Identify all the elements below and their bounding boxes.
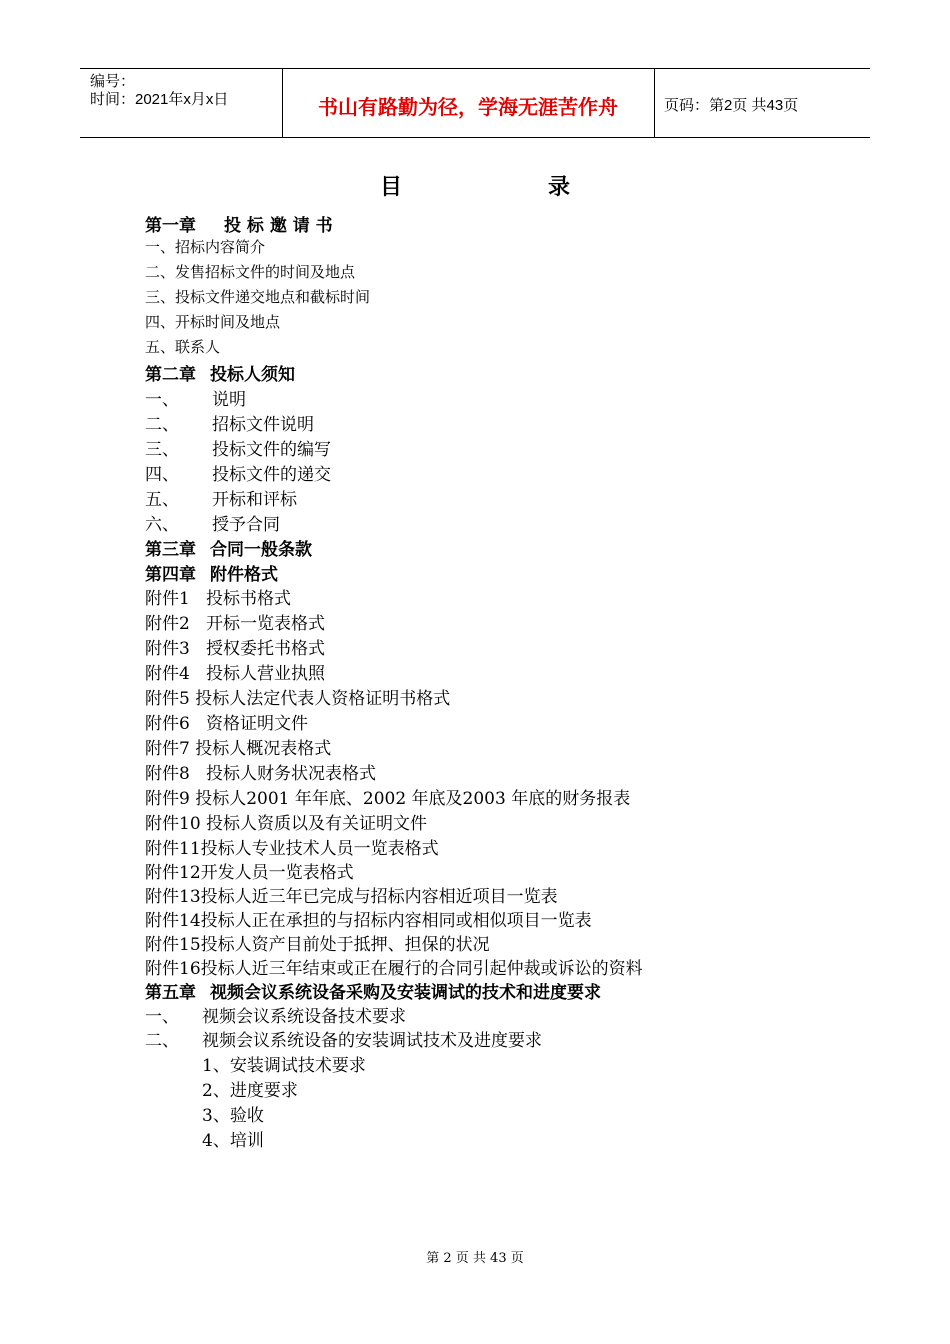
toc-item-text: 视频会议系统设备技术要求 bbox=[202, 1007, 406, 1027]
attachment-item: 附件3 授权委托书格式 bbox=[145, 639, 326, 659]
page-footer: 第 2 页 共 43 页 bbox=[426, 1251, 524, 1266]
attachment-item: 附件5 投标人法定代表人资格证明书格式 bbox=[145, 689, 451, 709]
attachment-item: 附件10 投标人资质以及有关证明文件 bbox=[145, 814, 428, 834]
toc-item-number: 一、 bbox=[145, 1007, 179, 1027]
chapter-1-heading bbox=[145, 211, 333, 236]
header-page-number: 页码：第2页 共43页 bbox=[664, 97, 799, 114]
toc-item-text: 投标文件的递交 bbox=[212, 465, 331, 485]
attachment-item: 附件16投标人近三年结束或正在履行的合同引起仲裁或诉讼的资料 bbox=[145, 959, 643, 979]
chapter-3-title: 合同一般条款 bbox=[210, 540, 312, 560]
toc-item bbox=[145, 460, 331, 485]
toc-item-text: 授予合同 bbox=[212, 515, 280, 535]
toc-subitem: 3、验收 bbox=[202, 1106, 264, 1126]
attachment-item: 附件13投标人近三年已完成与招标内容相近项目一览表 bbox=[145, 887, 558, 907]
chapter-3-number: 第三章 bbox=[145, 540, 196, 560]
page-header bbox=[80, 68, 870, 138]
attachment-item: 附件11投标人专业技术人员一览表格式 bbox=[145, 839, 439, 859]
attachment-item: 附件6 资格证明文件 bbox=[145, 714, 309, 734]
toc-item bbox=[145, 435, 331, 460]
toc-item-text: 说明 bbox=[212, 390, 246, 410]
toc-item bbox=[145, 410, 314, 435]
toc-item-number: 三、 bbox=[145, 440, 179, 460]
toc-title-right: 录 bbox=[548, 175, 571, 200]
header-motto: 书山有路勤为径，学海无涯苦作舟 bbox=[318, 95, 618, 119]
toc-subitem: 2、进度要求 bbox=[202, 1081, 298, 1101]
chapter-1-number: 第一章 bbox=[145, 216, 196, 236]
toc-item-number: 五、 bbox=[145, 490, 179, 510]
attachment-item: 附件9 投标人2001 年年底、2002 年底及2003 年底的财务报表 bbox=[145, 789, 631, 809]
attachment-item: 附件1 投标书格式 bbox=[145, 589, 292, 609]
document-date-label: 时间：2021年x月x日 bbox=[90, 91, 229, 108]
attachment-item: 附件7 投标人概况表格式 bbox=[145, 739, 332, 759]
toc-item-number: 四、 bbox=[145, 465, 179, 485]
header-motto-cell bbox=[282, 69, 655, 137]
chapter-4-title: 附件格式 bbox=[210, 565, 278, 585]
toc-item: 五、联系人 bbox=[145, 338, 221, 356]
chapter-1-title: 投 标 邀 请 书 bbox=[224, 216, 333, 236]
chapter-5-title: 视频会议系统设备采购及安装调试的技术和进度要求 bbox=[210, 983, 601, 1003]
chapter-2-number: 第二章 bbox=[145, 365, 196, 385]
toc-item-text: 投标文件的编写 bbox=[212, 440, 331, 460]
chapter-3-heading bbox=[145, 535, 312, 560]
attachment-item: 附件4 投标人营业执照 bbox=[145, 664, 326, 684]
attachment-item: 附件15投标人资产目前处于抵押、担保的状况 bbox=[145, 935, 490, 955]
chapter-2-title: 投标人须知 bbox=[210, 365, 295, 385]
toc-item bbox=[145, 1002, 406, 1027]
toc-item bbox=[145, 1026, 542, 1051]
chapter-2-heading bbox=[145, 360, 295, 385]
attachment-item: 附件8 投标人财务状况表格式 bbox=[145, 764, 377, 784]
toc-item-text: 视频会议系统设备的安装调试技术及进度要求 bbox=[202, 1031, 542, 1051]
toc-item bbox=[145, 485, 297, 510]
toc-item: 四、开标时间及地点 bbox=[145, 313, 281, 331]
chapter-4-number: 第四章 bbox=[145, 565, 196, 585]
chapter-5-heading bbox=[145, 978, 601, 1003]
header-page-cell bbox=[654, 69, 870, 137]
toc-item: 二、发售招标文件的时间及地点 bbox=[145, 263, 356, 281]
toc-item-number: 二、 bbox=[145, 1031, 179, 1051]
document-number-label: 编号： bbox=[90, 73, 136, 90]
chapter-5-number: 第五章 bbox=[145, 983, 196, 1003]
toc-item-number: 六、 bbox=[145, 515, 179, 535]
toc-item-number: 一、 bbox=[145, 390, 179, 410]
toc-item-text: 招标文件说明 bbox=[212, 415, 314, 435]
attachment-item: 附件2 开标一览表格式 bbox=[145, 614, 326, 634]
toc-subitem: 1、安装调试技术要求 bbox=[202, 1056, 366, 1076]
toc-item-text: 开标和评标 bbox=[212, 490, 297, 510]
toc-subitem: 4、培训 bbox=[202, 1131, 264, 1151]
toc-item: 一、招标内容简介 bbox=[145, 238, 266, 256]
toc-item bbox=[145, 385, 246, 410]
toc-title-left: 目 bbox=[380, 175, 403, 200]
toc-item bbox=[145, 510, 280, 535]
toc-item-number: 二、 bbox=[145, 415, 179, 435]
chapter-4-heading bbox=[145, 560, 278, 585]
attachment-item: 附件12开发人员一览表格式 bbox=[145, 863, 354, 883]
attachment-item: 附件14投标人正在承担的与招标内容相同或相似项目一览表 bbox=[145, 911, 592, 931]
toc-item: 三、投标文件递交地点和截标时间 bbox=[145, 288, 371, 306]
header-meta-cell bbox=[80, 69, 283, 137]
